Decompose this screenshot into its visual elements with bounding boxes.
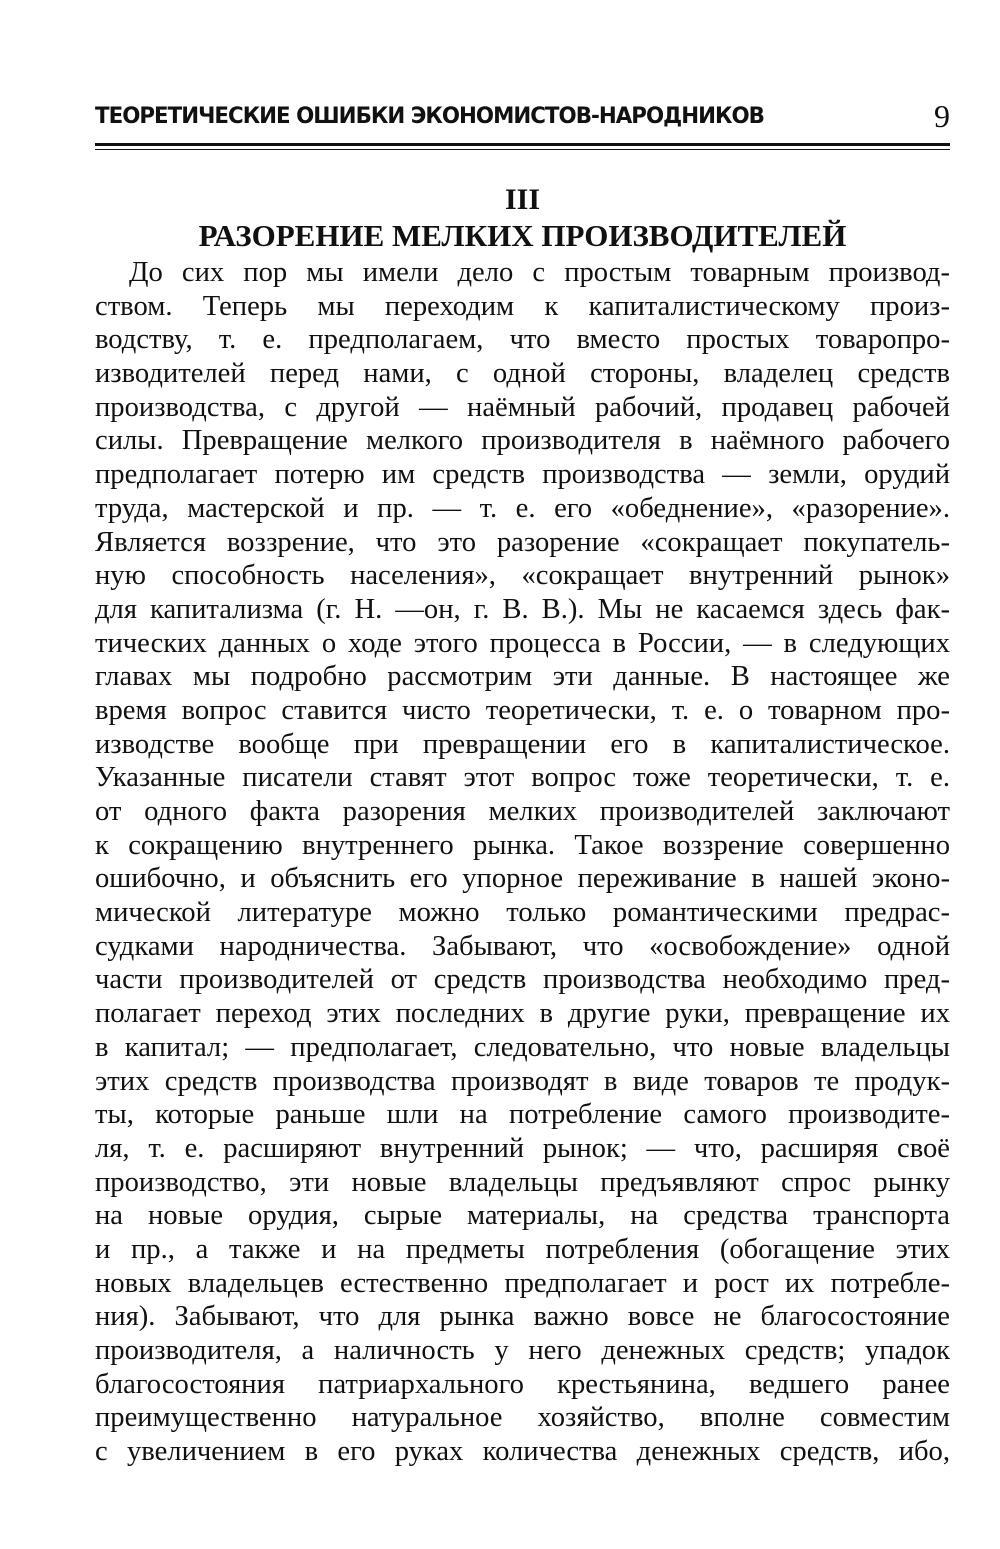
text-line: ную способность населения», «сокращает внутренний рынок» bbox=[95, 560, 950, 592]
text-line: ством. Теперь мы переходим к капиталистическому произ- bbox=[95, 290, 950, 322]
text-line: До сих пор мы имели дело с простым товарным производ- bbox=[129, 257, 950, 288]
text-line: водству, т. е. предполагаем, что вместо простых товаропро- bbox=[95, 324, 950, 356]
text-line: новых владельцев естественно предполагает и рост их потребле- bbox=[95, 1267, 950, 1299]
text-line: судками народничества. Забывают, что «освобождение» одной bbox=[95, 930, 950, 962]
text-line: ля, т. е. расширяют внутренний рынок; — что, расширяя своё bbox=[95, 1132, 950, 1164]
text-line: в капитал; — предполагает, следовательно, что новые владельцы bbox=[95, 1031, 950, 1063]
text-line: мической литературе можно только романтическими предрас- bbox=[95, 897, 950, 929]
text-line: ния). Забывают, что для рынка важно вовсе не благосостояние bbox=[95, 1301, 950, 1333]
text-line: преимущественно натуральное хозяйство, вполне совместим bbox=[95, 1402, 950, 1434]
text-line: полагает переход этих последних в другие руки, превращение их bbox=[95, 998, 950, 1030]
text-line: изводстве вообще при превращении его в капиталистическое. bbox=[95, 728, 950, 760]
text-line: производителя, а наличность у него денежных средств; упадок bbox=[95, 1335, 950, 1366]
text-line: с увеличением в его руках количества денежных средств, ибо, bbox=[95, 1436, 950, 1468]
text-line: Является воззрение, что это разорение «сокращает покупатель- bbox=[95, 526, 950, 558]
chapter-title: РАЗОРЕНИЕ МЕЛКИХ ПРОИЗВОДИТЕЛЕЙ bbox=[198, 218, 847, 253]
text-line: предполагает потерю им средств производства — земли, орудий bbox=[95, 459, 950, 491]
chapter-number: III bbox=[504, 183, 541, 216]
text-line: ты, которые раньше шли на потребление самого производите- bbox=[95, 1099, 950, 1131]
header-rule-thin bbox=[95, 149, 950, 150]
body-paragraph bbox=[95, 256, 950, 1469]
running-title: ТЕОРЕТИЧЕСКИЕ ОШИБКИ ЭКОНОМИСТОВ-НАРОДНИКОВ bbox=[95, 104, 764, 129]
text-line: на новые орудия, сырые материалы, на средства транспорта bbox=[95, 1200, 950, 1232]
text-line: этих средств производства производят в виде товаров те продук- bbox=[95, 1065, 950, 1097]
text-line: благосостояния патриархального крестьянина, ведшего ранее bbox=[95, 1368, 950, 1400]
text-line: производства, с другой — наёмный рабочий, продавец рабочей bbox=[95, 391, 950, 423]
text-line: и пр., а также и на предметы потребления (обогащение этих bbox=[95, 1233, 950, 1265]
text-line: время вопрос ставится чисто теоретически, т. е. о товарном про- bbox=[95, 694, 950, 726]
text-line: ошибочно, и объяснить его упорное переживание в нашей эконо- bbox=[95, 863, 950, 895]
header-rule-thick bbox=[95, 143, 950, 146]
text-line: производство, эти новые владельцы предъявляют спрос рынку bbox=[95, 1166, 950, 1198]
text-line: от одного факта разорения мелких производителей заключают bbox=[95, 796, 950, 827]
text-line: части производителей от средств производства необходимо пред- bbox=[95, 964, 950, 996]
text-line: изводителей перед нами, с одной стороны, владелец средств bbox=[95, 358, 950, 390]
text-line: силы. Превращение мелкого производителя в наёмного рабочего bbox=[95, 425, 950, 457]
page-number: 9 bbox=[934, 98, 950, 134]
text-line: для капитализма (г. Н. —он, г. В. В.). Мы не касаемся здесь фак- bbox=[95, 593, 950, 625]
running-head bbox=[95, 98, 950, 142]
text-line: главах мы подробно рассмотрим эти данные. В настоящее же bbox=[95, 661, 950, 693]
text-line: труда, мастерской и пр. — т. е. его «обеднение», «разорение». bbox=[95, 492, 950, 524]
text-line: Указанные писатели ставят этот вопрос тоже теоретически, т. е. bbox=[95, 762, 950, 794]
text-line: тических данных о ходе этого процесса в России, — в следующих bbox=[95, 627, 950, 659]
text-line: к сокращению внутреннего рынка. Такое воззрение совершенно bbox=[95, 829, 950, 861]
